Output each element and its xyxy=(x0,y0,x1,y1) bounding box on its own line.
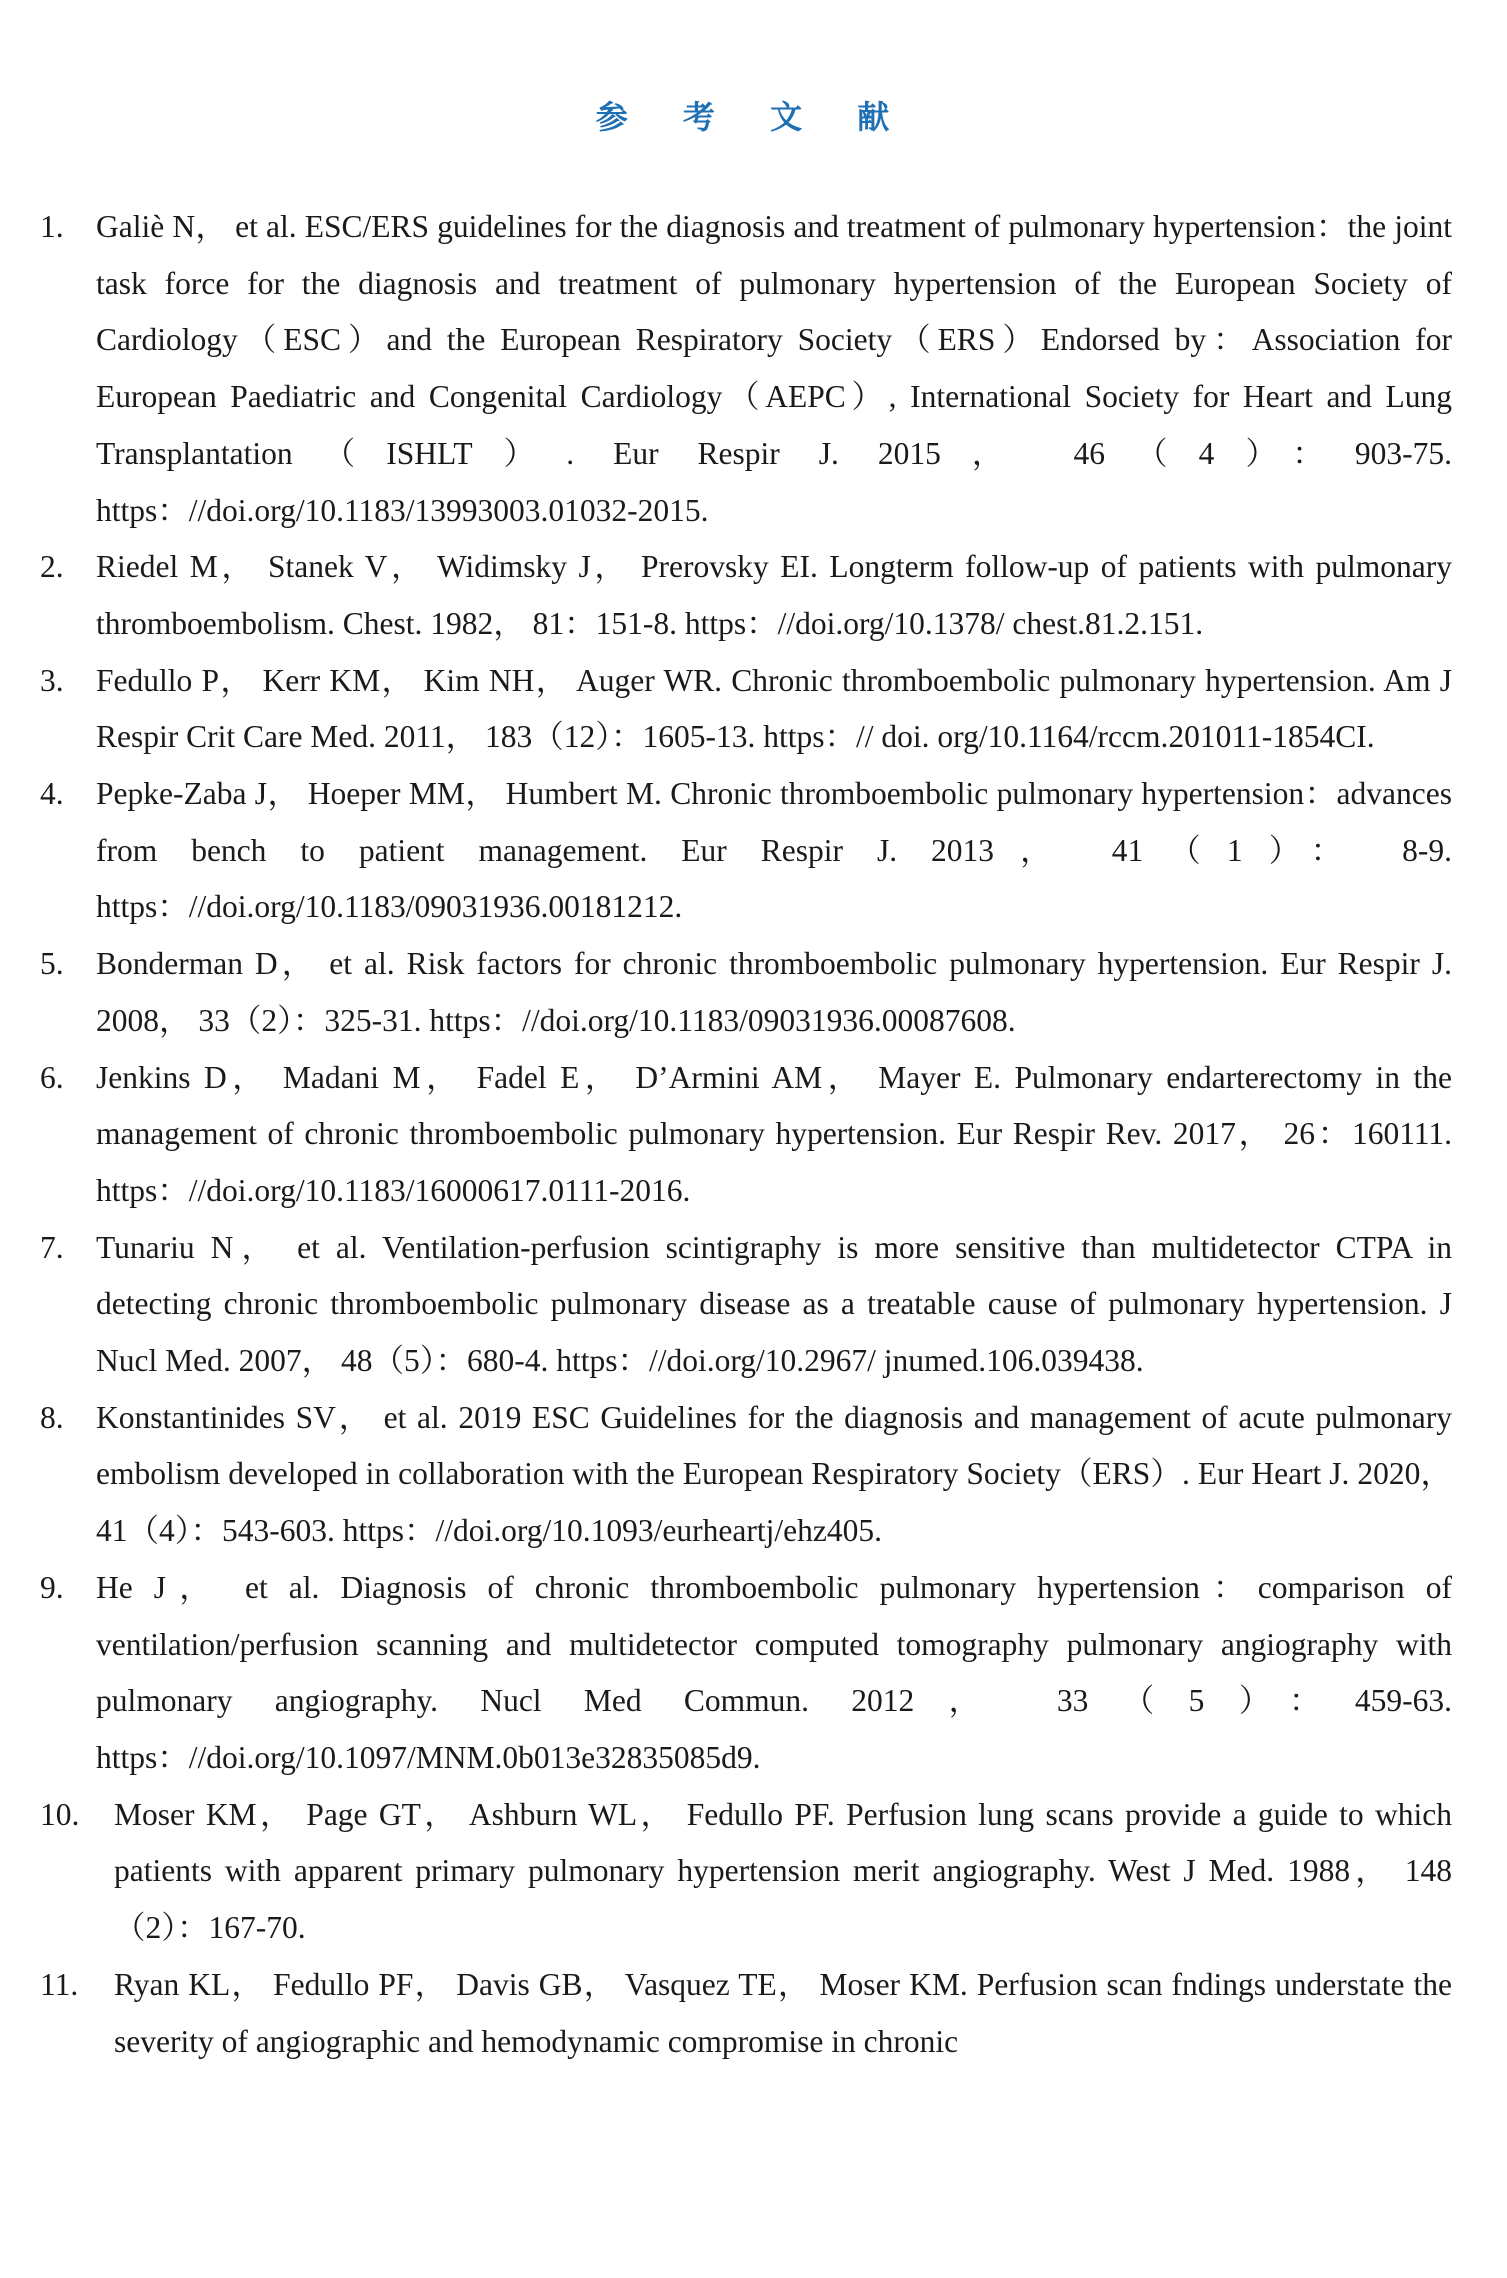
reference-number: 3. xyxy=(40,662,64,698)
reference-item xyxy=(40,1957,1452,2070)
reference-item xyxy=(40,539,1452,652)
reference-item xyxy=(40,199,1452,539)
reference-item xyxy=(40,1560,1452,1787)
reference-item xyxy=(40,1787,1452,1957)
reference-number: 11. xyxy=(40,1966,79,2002)
reference-text: Tunariu N， et al. Ventilation-perfusion scintigraphy is more sensitive than multidetector CTPA in detecting chronic thromboembolic pulmonary disease as a treatable cause of pulmonary hypertension. J Nucl Med. 2007， 48（5）：680-4. https：//doi.org/10.2967/ jnumed.106.039438. xyxy=(96,1229,1452,1379)
reference-text: He J， et al. Diagnosis of chronic thromboembolic pulmonary hypertension：comparison of ventilation/perfusion scanning and multidetector computed tomography pulmonary angiography with pulmonary angiography. Nucl Med Commun. 2012， 33（5）：459-63. https：//doi.org/10.1097/MNM.0b013e32835085d9. xyxy=(96,1569,1452,1775)
reference-text: Pepke-Zaba J， Hoeper MM， Humbert M. Chronic thromboembolic pulmonary hypertension：advances from bench to patient management. Eur Respir J. 2013， 41（1）： 8-9. https：//doi.org/10.1183/09031936.00181212. xyxy=(96,776,1452,925)
reference-number: 2. xyxy=(40,549,64,585)
reference-number: 5. xyxy=(40,946,64,982)
reference-item xyxy=(40,936,1452,1049)
reference-item xyxy=(40,1390,1452,1560)
reference-item xyxy=(40,1050,1452,1220)
reference-text: Riedel M， Stanek V， Widimsky J， Prerovsky EI. Longterm follow-up of patients with pulmonary thromboembolism. Chest. 1982， 81：151-8. https：//doi.org/10.1378/ chest.81.2.151. xyxy=(96,549,1452,641)
reference-number: 8. xyxy=(40,1399,64,1435)
reference-item xyxy=(40,1220,1452,1390)
reference-item xyxy=(40,653,1452,766)
reference-text: Fedullo P， Kerr KM， Kim NH， Auger WR. Chronic thromboembolic pulmonary hypertension. Am J Respir Crit Care Med. 2011， 183（12）：1605-13. https：// doi. org/10.1164/rccm.201011-1854CI. xyxy=(96,662,1452,755)
reference-number: 9. xyxy=(40,1569,64,1605)
reference-list xyxy=(40,199,1452,2070)
reference-text: Ryan KL， Fedullo PF， Davis GB， Vasquez TE， Moser KM. Perfusion scan fndings understate the severity of angiographic and hemodynamic compromise in chronic xyxy=(114,1966,1452,2059)
reference-text: Galiè N， et al. ESC/ERS guidelines for the diagnosis and treatment of pulmonary hypertension：the joint task force for the diagnosis and treatment of pulmonary hypertension of the European Society of Cardiology（ESC）and the European Respiratory Society（ERS）Endorsed by：Association for European Paediatric and Congenital Cardiology（AEPC）, International Society for Heart and Lung Transplantation（ISHLT）. Eur Respir J. 2015， 46（4）：903-75. https：//doi.org/10.1183/13993003.01032-2015. xyxy=(96,209,1452,528)
reference-text: Bonderman D， et al. Risk factors for chronic thromboembolic pulmonary hypertension. Eur Respir J. 2008， 33（2）：325-31. https：//doi.org/10.1183/09031936.00087608. xyxy=(96,946,1452,1038)
reference-text: Jenkins D， Madani M， Fadel E， D’Armini AM， Mayer E. Pulmonary endarterectomy in the management of chronic thromboembolic pulmonary hypertension. Eur Respir Rev. 2017， 26：160111. https：//doi.org/10.1183/16000617.0111-2016. xyxy=(96,1059,1452,1208)
reference-text: Moser KM， Page GT， Ashburn WL， Fedullo PF. Perfusion lung scans provide a guide to which patients with apparent primary pulmonary hypertension merit angiography. West J Med. 1988， 148（2）：167-70. xyxy=(114,1796,1452,1946)
reference-number: 1. xyxy=(40,209,64,244)
reference-number: 4. xyxy=(40,776,64,812)
reference-item xyxy=(40,766,1452,936)
references-heading: 参 考 文 献 xyxy=(595,98,912,136)
reference-number: 6. xyxy=(40,1059,64,1095)
reference-number: 10. xyxy=(40,1796,80,1832)
reference-text: Konstantinides SV， et al. 2019 ESC Guidelines for the diagnosis and management of acute pulmonary embolism developed in collaboration with the European Respiratory Society（ERS）. Eur Heart J. 2020， 41（4）：543-603. https：//doi.org/10.1093/eurheartj/ehz405. xyxy=(96,1399,1452,1549)
reference-number: 7. xyxy=(40,1229,64,1265)
